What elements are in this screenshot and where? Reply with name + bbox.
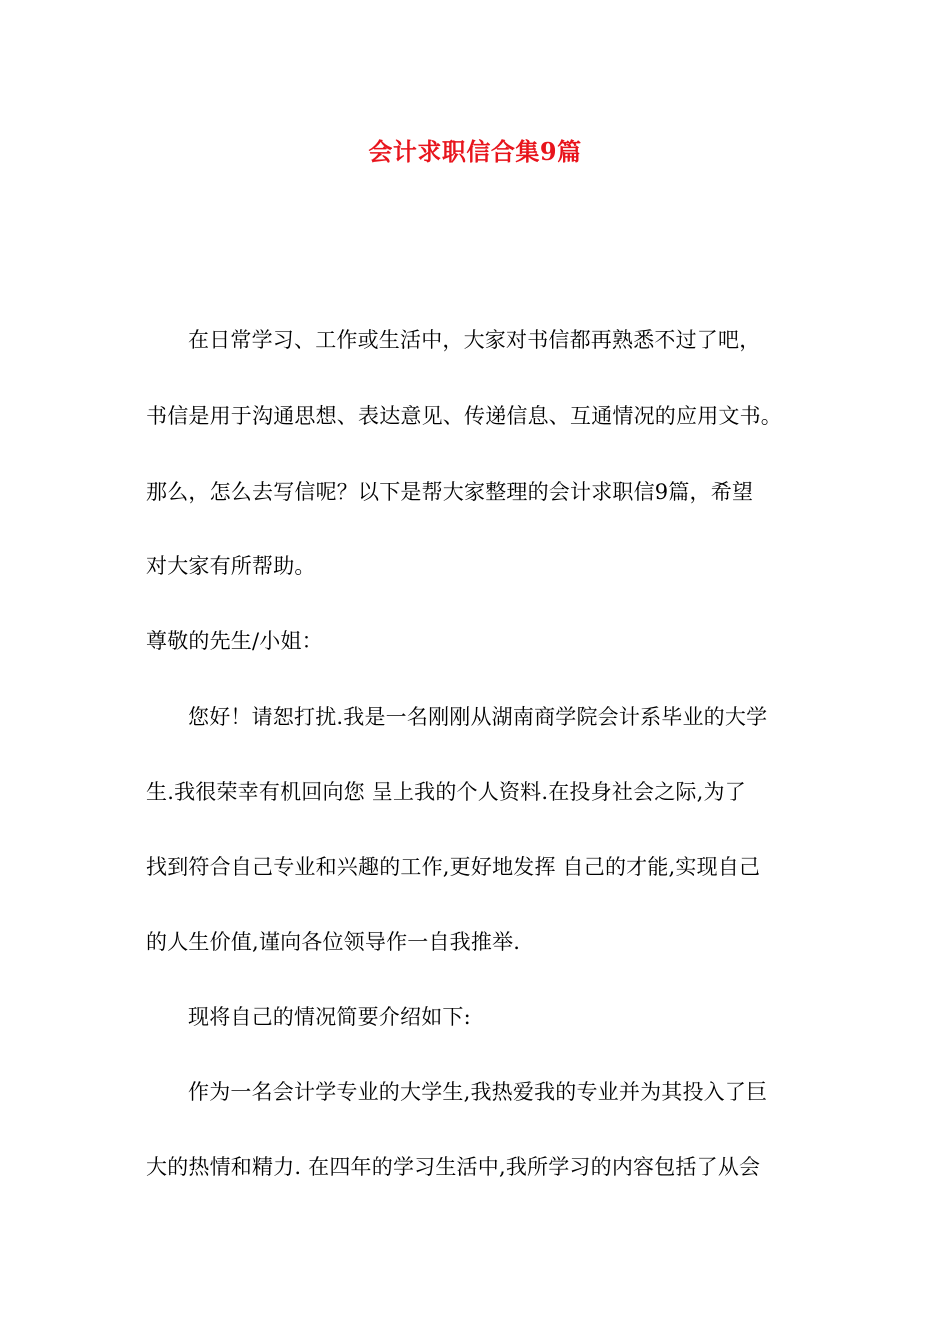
salutation-line: 尊敬的先生/小姐： (146, 629, 323, 653)
document-title: 会计求职信合集9篇 (368, 137, 582, 166)
paragraph-line: 大的热情和精力. 在四年的学习生活中,我所学习的内容包括了从会 (146, 1155, 761, 1179)
paragraph-line: 您好！请恕打扰.我是一名刚刚从湖南商学院会计系毕业的大学 (188, 705, 768, 729)
paragraph-line: 现将自己的情况简要介绍如下: (188, 1005, 471, 1029)
paragraph-line: 书信是用于沟通思想、表达意见、传递信息、互通情况的应用文书。 (146, 404, 782, 428)
paragraph-line: 对大家有所帮助。 (146, 554, 316, 578)
paragraph-line: 的人生价值,谨向各位领导作一自我推举. (146, 930, 521, 954)
paragraph-line: 生.我很荣幸有机回向您 呈上我的个人资料.在投身社会之际,为了 (146, 780, 746, 804)
paragraph-line: 那么，怎么去写信呢？以下是帮大家整理的会计求职信9篇，希望 (146, 480, 754, 504)
paragraph-line: 在日常学习、工作或生活中，大家对书信都再熟悉不过了吧， (188, 328, 761, 352)
paragraph-line: 找到符合自己专业和兴趣的工作,更好地发挥 自己的才能,实现自己 (146, 855, 761, 879)
paragraph-line: 作为一名会计学专业的大学生,我热爱我的专业并为其投入了巨 (188, 1080, 768, 1104)
